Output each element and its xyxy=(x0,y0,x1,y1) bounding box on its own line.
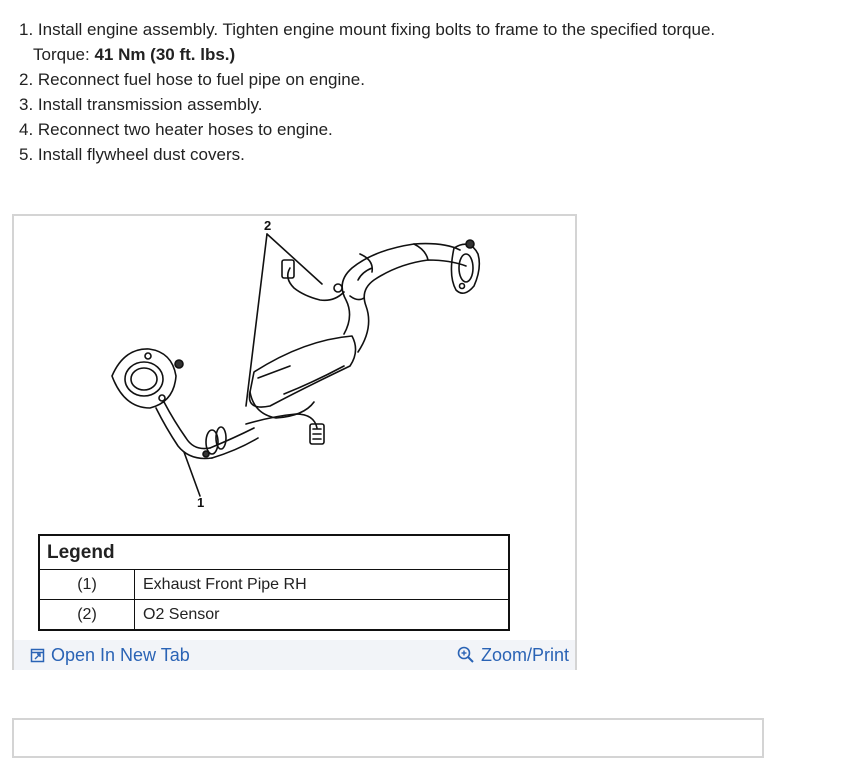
legend-number: (2) xyxy=(39,600,135,631)
front-pipe-lower xyxy=(156,408,212,459)
front-pipe-upper xyxy=(164,402,210,449)
catalytic-converter xyxy=(249,336,355,418)
exhaust-flange-right xyxy=(451,244,479,293)
zoom-in-icon xyxy=(457,646,475,664)
legend-label: Exhaust Front Pipe RH xyxy=(135,570,510,600)
legend-table xyxy=(38,534,510,631)
legend-row xyxy=(39,600,509,631)
torque-spec xyxy=(19,42,839,67)
step-3: 3. Install transmission assembly. xyxy=(19,95,263,114)
leader-2a xyxy=(246,234,267,406)
exhaust-flange-left xyxy=(112,349,176,408)
legend-label: O2 Sensor xyxy=(135,600,510,631)
open-in-new-tab-label: Open In New Tab xyxy=(51,644,190,665)
torque-label: Torque: xyxy=(33,45,95,64)
sensor-wire-lower xyxy=(246,414,317,428)
legend-title: Legend xyxy=(39,535,509,570)
rear-pipe-lower xyxy=(358,260,466,352)
figure-toolbar xyxy=(14,640,575,670)
zoom-print-link[interactable] xyxy=(457,645,569,666)
rear-pipe-upper xyxy=(342,244,460,334)
next-figure-card xyxy=(12,718,764,758)
legend-row xyxy=(39,570,509,600)
open-new-tab-icon xyxy=(30,648,45,663)
torque-value: 41 Nm (30 ft. lbs.) xyxy=(94,45,236,64)
bolt-1 xyxy=(175,360,183,368)
open-in-new-tab-link[interactable] xyxy=(30,645,190,666)
legend-number: (1) xyxy=(39,570,135,600)
exhaust-diagram xyxy=(14,216,575,526)
bolt-2 xyxy=(466,240,474,248)
callout-1: 1 xyxy=(197,495,205,510)
step-2: 2. Reconnect fuel hose to fuel pipe on engine. xyxy=(19,70,365,89)
step-5: 5. Install flywheel dust covers. xyxy=(19,145,245,164)
step-4: 4. Reconnect two heater hoses to engine. xyxy=(19,120,333,139)
zoom-print-label: Zoom/Print xyxy=(480,644,569,665)
instruction-steps xyxy=(19,17,839,167)
step-1: 1. Install engine assembly. Tighten engine mount fixing bolts to frame to the specified torque. xyxy=(19,20,716,39)
figure-card xyxy=(12,214,577,670)
callout-2: 2 xyxy=(264,218,272,233)
